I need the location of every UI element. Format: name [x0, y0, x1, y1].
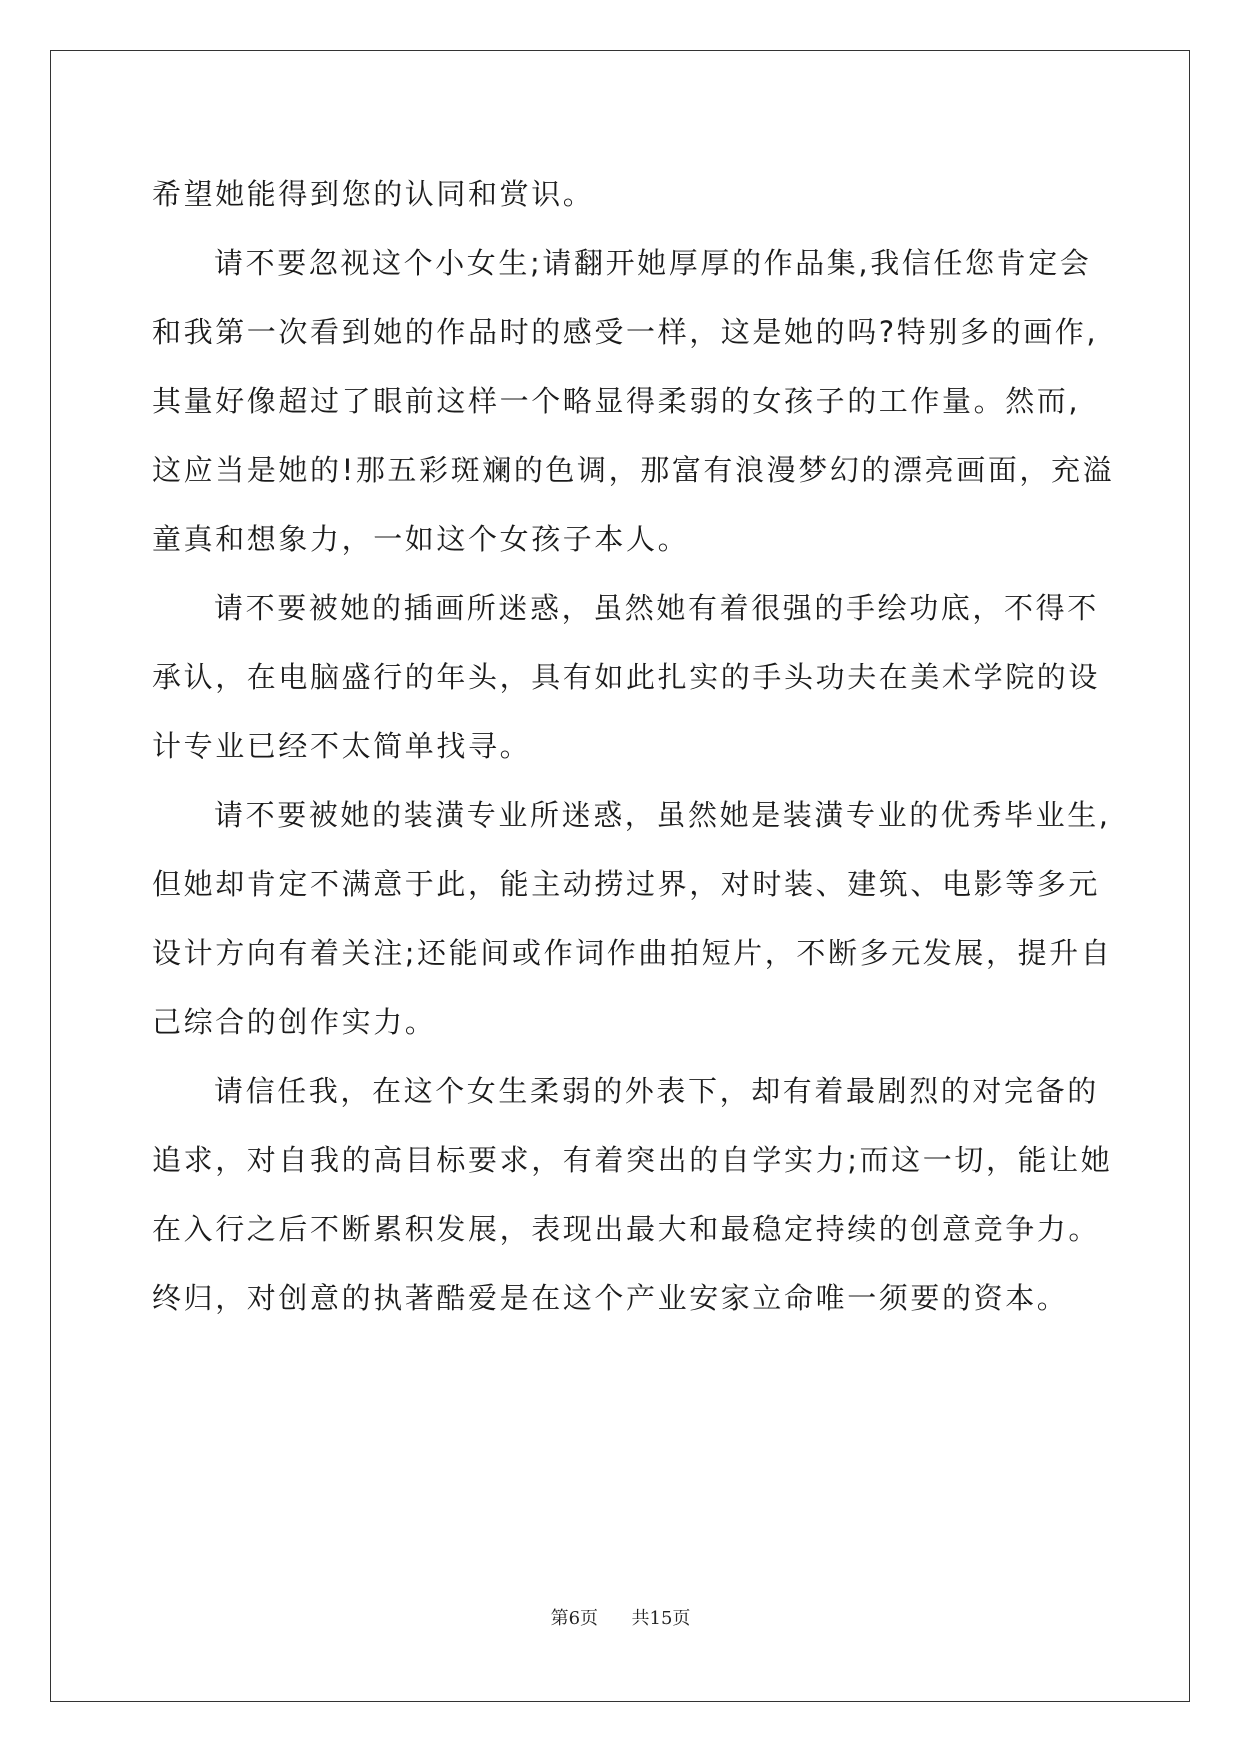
- text-line: 童真和想象力，一如这个女孩子本人。: [152, 522, 690, 556]
- text-line: 设计方向有着关注;还能间或作词作曲拍短片，不断多元发展，提升自: [152, 936, 1113, 970]
- text-line: 请不要被她的插画所迷惑，虽然她有着很强的手绘功底，不得不: [214, 591, 1099, 625]
- text-line: 其量好像超过了眼前这样一个略显得柔弱的女孩子的工作量。然而,: [152, 384, 1081, 418]
- text-line: 请不要忽视这个小女生;请翻开她厚厚的作品集,我信任您肯定会: [214, 246, 1092, 280]
- page-footer: [0, 1604, 1241, 1630]
- text-line: 计专业已经不太简单找寻。: [152, 729, 532, 763]
- text-line: 请不要被她的装潢专业所迷惑，虽然她是装潢专业的优秀毕业生,: [214, 798, 1111, 832]
- text-line: 己综合的创作实力。: [152, 1005, 437, 1039]
- text-line: 追求，对自我的高目标要求，有着突出的自学实力;而这一切，能让她: [152, 1143, 1113, 1177]
- text-line: 请信任我，在这个女生柔弱的外表下，却有着最剧烈的对完备的: [214, 1074, 1099, 1108]
- text-line: 承认，在电脑盛行的年头，具有如此扎实的手头功夫在美术学院的设: [152, 660, 1101, 694]
- text-line: 这应当是她的!那五彩斑斓的色调，那富有浪漫梦幻的漂亮画面，充溢: [152, 453, 1115, 487]
- text-line: 终归，对创意的执著酷爱是在这个产业安家立命唯一须要的资本。: [152, 1281, 1069, 1315]
- text-line: 在入行之后不断累积发展，表现出最大和最稳定持续的创意竞争力。: [152, 1212, 1101, 1246]
- page-number: 第6页: [550, 1608, 599, 1629]
- body-text: [152, 160, 1115, 1333]
- page-total: 共15页: [631, 1608, 691, 1629]
- text-line: 和我第一次看到她的作品时的感受一样，这是她的吗?特别多的画作,: [152, 315, 1099, 349]
- text-line: 希望她能得到您的认同和赏识。: [152, 177, 595, 211]
- text-line: 但她却肯定不满意于此，能主动捞过界，对时装、建筑、电影等多元: [152, 867, 1101, 901]
